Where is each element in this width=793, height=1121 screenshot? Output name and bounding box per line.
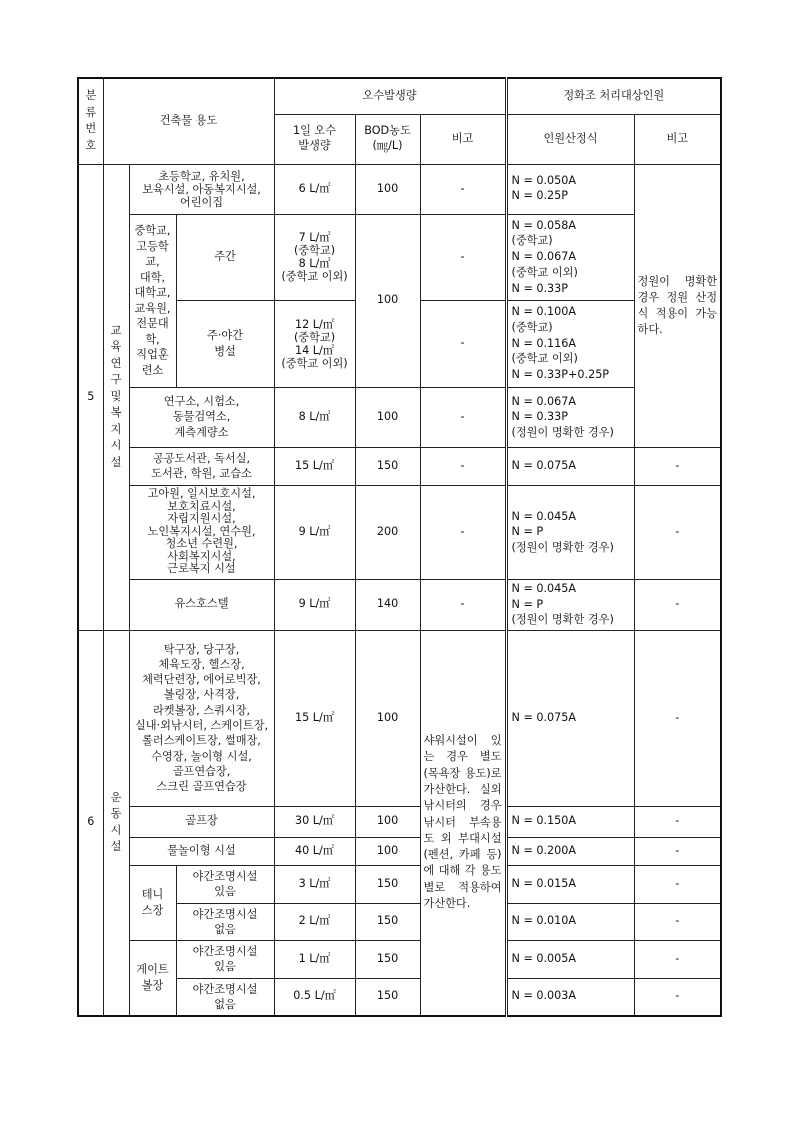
- bod-cell: 150: [355, 978, 420, 1016]
- bod-cell: 150: [355, 865, 420, 903]
- group-cell: 게이트 볼장: [129, 940, 176, 1016]
- note2-cell: -: [634, 865, 721, 903]
- note-cell: -: [420, 164, 506, 214]
- header-septic: 정화조 처리대상인원: [506, 78, 721, 114]
- sewage-standard-table: [77, 77, 722, 1017]
- use-cell: 탁구장, 당구장, 체육도장, 헬스장, 체력단련장, 에어로빅장, 볼링장, 사격장, 라켓볼장, 스쿼시장, 실내·외낚시터, 스케이트장, 롤러스케이트장, 썰매장, 수영장, 놀이형 시설, 골프연습장, 스크린 골프연습장: [129, 630, 274, 806]
- sub-cell: 야간조명시설 있음: [176, 940, 274, 978]
- daily-cell: 0.5 L/㎡: [274, 978, 355, 1016]
- formula-cell: N = 0.050A N = 0.25P: [506, 164, 634, 214]
- note-cell: -: [420, 485, 506, 579]
- note2-cell: -: [634, 837, 721, 865]
- sub-cell: 야간조명시설 없음: [176, 978, 274, 1016]
- formula-cell: N = 0.067A N = 0.33P (정원이 명확한 경우): [506, 387, 634, 447]
- daily-cell: 15 L/㎡: [274, 447, 355, 485]
- use-cell: 초등학교, 유치원, 보육시설, 아동복지시설, 어린이집: [129, 164, 274, 214]
- note-cell: -: [420, 447, 506, 485]
- bod-cell: 100: [355, 387, 420, 447]
- bod-cell: 100: [355, 837, 420, 865]
- header-note: 비고: [420, 114, 506, 164]
- formula-cell: N = 0.058A (중학교) N = 0.067A (중학교 이외) N = 0.33P: [506, 214, 634, 300]
- use-cell: 고아원, 일시보호시설, 보호치료시설, 자립지원시설, 노인복지시설, 연수원, 청소년 수련원, 사회복지시설, 근로복지 시설: [129, 485, 274, 579]
- formula-cell: N = 0.005A: [506, 940, 634, 978]
- use-cell: 물놀이형 시설: [129, 837, 274, 865]
- daily-cell: 6 L/㎡: [274, 164, 355, 214]
- section-no: 6: [78, 630, 103, 1016]
- note2-cell: -: [634, 579, 721, 630]
- formula-cell: N = 0.100A (중학교) N = 0.116A (중학교 이외) N = 0.33P+0.25P: [506, 300, 634, 387]
- daily-cell: 9 L/㎡: [274, 485, 355, 579]
- note-cell: -: [420, 387, 506, 447]
- note-cell: -: [420, 300, 506, 387]
- formula-cell: N = 0.200A: [506, 837, 634, 865]
- group-cell: 중학교, 고등학교, 대학, 대학교, 교육원, 전문대학, 직업훈련소: [129, 214, 176, 387]
- sub-cell: 주간: [176, 214, 274, 300]
- group-cell: 테니 스장: [129, 865, 176, 940]
- sub-cell: 주·야간 병설: [176, 300, 274, 387]
- header-formula: 인원산정식: [506, 114, 634, 164]
- header-daily: 1일 오수 발생량: [274, 114, 355, 164]
- formula-cell: N = 0.003A: [506, 978, 634, 1016]
- note-cell: -: [420, 579, 506, 630]
- bod-cell: 150: [355, 903, 420, 940]
- note2-cell: -: [634, 940, 721, 978]
- daily-cell: 7 L/㎡ (중학교) 8 L/㎡ (중학교 이외): [274, 214, 355, 300]
- daily-cell: 8 L/㎡: [274, 387, 355, 447]
- bod-cell: 100: [355, 164, 420, 214]
- bod-cell: 150: [355, 940, 420, 978]
- use-cell: 골프장: [129, 806, 274, 837]
- use-cell: 유스호스텔: [129, 579, 274, 630]
- formula-cell: N = 0.075A: [506, 630, 634, 806]
- bod-cell: 100: [355, 214, 420, 387]
- daily-cell: 2 L/㎡: [274, 903, 355, 940]
- header-note2: 비고: [634, 114, 721, 164]
- daily-cell: 3 L/㎡: [274, 865, 355, 903]
- daily-cell: 40 L/㎡: [274, 837, 355, 865]
- bod-cell: 100: [355, 806, 420, 837]
- daily-cell: 1 L/㎡: [274, 940, 355, 978]
- section-no: 5: [78, 164, 103, 630]
- formula-cell: N = 0.045A N = P (정원이 명확한 경우): [506, 579, 634, 630]
- bod-cell: 150: [355, 447, 420, 485]
- merged-note2: 정원이 명확한 경우 정원 산정식 적용이 가능하다.: [634, 164, 721, 447]
- daily-cell: 12 L/㎡ (중학교) 14 L/㎡ (중학교 이외): [274, 300, 355, 387]
- daily-cell: 30 L/㎡: [274, 806, 355, 837]
- formula-cell: N = 0.150A: [506, 806, 634, 837]
- note2-cell: -: [634, 630, 721, 806]
- note-cell: -: [420, 214, 506, 300]
- note2-cell: -: [634, 806, 721, 837]
- daily-cell: 9 L/㎡: [274, 579, 355, 630]
- formula-cell: N = 0.075A: [506, 447, 634, 485]
- bod-cell: 100: [355, 630, 420, 806]
- sub-cell: 야간조명시설 없음: [176, 903, 274, 940]
- merged-note: 샤워시설이 있는 경우 별도 (목욕장 용도)로 가산한다. 실외낚시터의 경우 낚시터 부속용도 외 부대시설(펜션, 카페 등)에 대해 각 용도별로 적용하여 가산한다.: [420, 630, 506, 1016]
- header-building-use: 건축물 용도: [103, 78, 274, 164]
- section-name: 교 육 연 구 및 복 지 시 설: [103, 164, 129, 630]
- sub-cell: 야간조명시설 있음: [176, 865, 274, 903]
- use-cell: 공공도서관, 독서실, 도서관, 학원, 교습소: [129, 447, 274, 485]
- bod-cell: 200: [355, 485, 420, 579]
- note2-cell: -: [634, 978, 721, 1016]
- header-sewage: 오수발생량: [274, 78, 506, 114]
- formula-cell: N = 0.010A: [506, 903, 634, 940]
- use-cell: 연구소, 시험소, 동물검역소, 계측계량소: [129, 387, 274, 447]
- note2-cell: -: [634, 903, 721, 940]
- formula-cell: N = 0.045A N = P (정원이 명확한 경우): [506, 485, 634, 579]
- header-bod: BOD농도 (㎎/L): [355, 114, 420, 164]
- formula-cell: N = 0.015A: [506, 865, 634, 903]
- note2-cell: -: [634, 447, 721, 485]
- section-name: 운 동 시 설: [103, 630, 129, 1016]
- bod-cell: 140: [355, 579, 420, 630]
- daily-cell: 15 L/㎡: [274, 630, 355, 806]
- note2-cell: -: [634, 485, 721, 579]
- header-category-no: 분 류 번 호: [78, 78, 103, 164]
